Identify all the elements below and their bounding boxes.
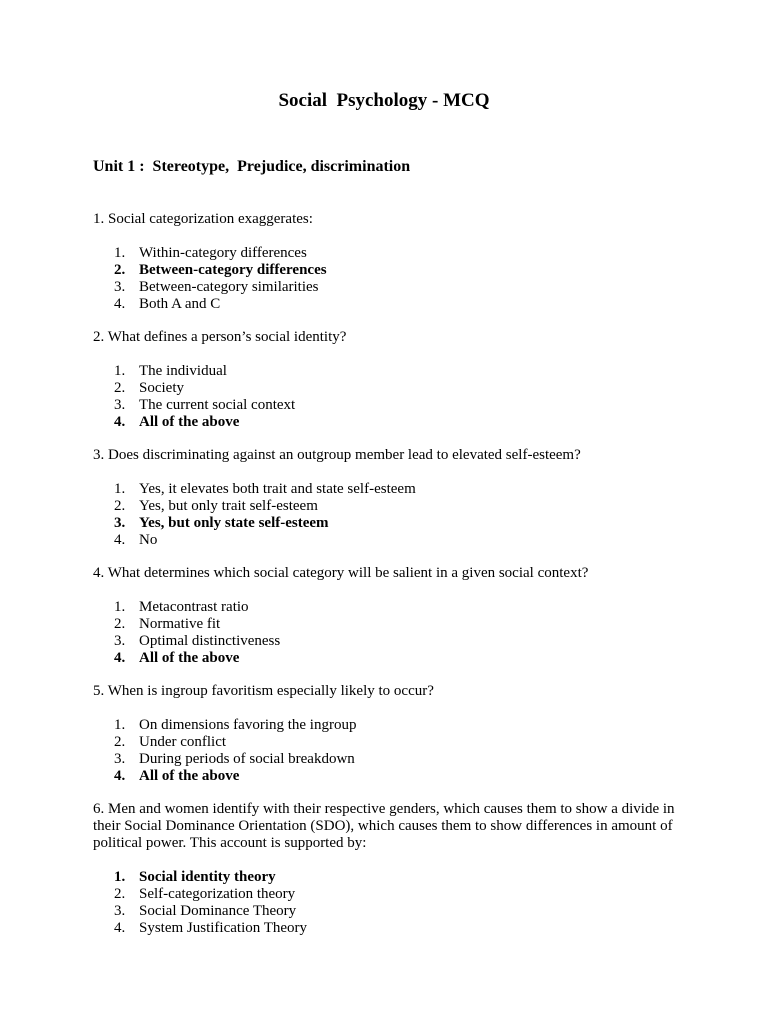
option-list [93, 245, 703, 313]
option-list [93, 363, 703, 431]
option-item [93, 279, 703, 296]
option-item [93, 751, 703, 768]
option-item [93, 363, 703, 380]
option-text: Yes, it elevates both trait and state self-esteem [139, 481, 416, 497]
option-item [93, 397, 703, 414]
question-6 [93, 801, 703, 937]
option-list [93, 869, 703, 937]
option-number: 1. [114, 717, 126, 733]
option-item [93, 532, 703, 549]
question-1 [93, 211, 703, 313]
option-text: Yes, but only state self-esteem [139, 515, 329, 531]
option-text: All of the above [139, 414, 240, 430]
option-text: All of the above [139, 650, 240, 666]
option-text: Between-category differences [139, 262, 327, 278]
option-number: 3. [114, 279, 126, 295]
option-number: 4. [114, 414, 126, 430]
question-text: 5. When is ingroup favoritism especially likely to occur? [93, 683, 434, 699]
question-5 [93, 683, 703, 785]
option-number: 2. [114, 616, 126, 632]
option-list [93, 481, 703, 549]
option-list [93, 599, 703, 667]
question-4 [93, 565, 703, 667]
question-3 [93, 447, 703, 549]
option-number: 1. [114, 481, 126, 497]
option-text: Social identity theory [139, 869, 276, 885]
option-number: 3. [114, 515, 126, 531]
option-text: Optimal distinctiveness [139, 633, 281, 649]
option-item [93, 414, 703, 431]
option-number: 2. [114, 734, 126, 750]
option-number: 1. [114, 363, 126, 379]
option-item [93, 734, 703, 751]
option-number: 4. [114, 532, 126, 548]
option-text: The individual [139, 363, 227, 379]
option-number: 1. [114, 245, 126, 261]
question-text: 4. What determines which social category will be salient in a given social context? [93, 565, 589, 581]
option-item [93, 903, 703, 920]
option-number: 2. [114, 498, 126, 514]
option-number: 1. [114, 869, 126, 885]
question-list [93, 211, 703, 953]
option-text: On dimensions favoring the ingroup [139, 717, 357, 733]
option-item [93, 717, 703, 734]
option-number: 4. [114, 768, 126, 784]
option-number: 4. [114, 920, 126, 936]
option-item [93, 650, 703, 667]
option-text: The current social context [139, 397, 296, 413]
option-text: All of the above [139, 768, 240, 784]
option-text: Yes, but only trait self-esteem [139, 498, 318, 514]
unit-heading: Unit 1 : Stereotype, Prejudice, discrimination [93, 158, 411, 175]
option-text: Under conflict [139, 734, 227, 750]
option-text: Both A and C [139, 296, 221, 312]
option-text: System Justification Theory [139, 920, 308, 936]
option-item [93, 380, 703, 397]
option-number: 1. [114, 599, 126, 615]
option-text: Between-category similarities [139, 279, 319, 295]
option-text: Metacontrast ratio [139, 599, 249, 615]
option-number: 2. [114, 262, 126, 278]
option-text: Society [139, 380, 184, 396]
option-item [93, 616, 703, 633]
option-text: Social Dominance Theory [139, 903, 297, 919]
option-number: 2. [114, 886, 126, 902]
option-item [93, 633, 703, 650]
option-text: During periods of social breakdown [139, 751, 355, 767]
option-number: 4. [114, 296, 126, 312]
question-text: 6. Men and women identify with their respective genders, which causes them to show a divide in their Social Dominance Orientation (SDO), which causes them to show differences in amount of political power. This account is supported by: [93, 801, 675, 851]
option-number: 4. [114, 650, 126, 666]
option-number: 3. [114, 903, 126, 919]
option-item [93, 296, 703, 313]
option-text: Within-category differences [139, 245, 307, 261]
option-item [93, 481, 703, 498]
option-item [93, 245, 703, 262]
option-item [93, 886, 703, 903]
option-number: 3. [114, 751, 126, 767]
option-item [93, 515, 703, 532]
question-2 [93, 329, 703, 431]
option-item [93, 262, 703, 279]
option-text: Normative fit [139, 616, 221, 632]
option-item [93, 920, 703, 937]
option-text: Self-categorization theory [139, 886, 296, 902]
option-item [93, 768, 703, 785]
question-text: 1. Social categorization exaggerates: [93, 211, 313, 227]
option-number: 3. [114, 397, 126, 413]
option-item [93, 498, 703, 515]
question-text: 2. What defines a person’s social identity? [93, 329, 347, 345]
page-title: Social Psychology - MCQ [278, 90, 490, 111]
option-list [93, 717, 703, 785]
option-text: No [139, 532, 158, 548]
option-item [93, 869, 703, 886]
option-number: 2. [114, 380, 126, 396]
question-text: 3. Does discriminating against an outgroup member lead to elevated self-esteem? [93, 447, 581, 463]
option-item [93, 599, 703, 616]
option-number: 3. [114, 633, 126, 649]
